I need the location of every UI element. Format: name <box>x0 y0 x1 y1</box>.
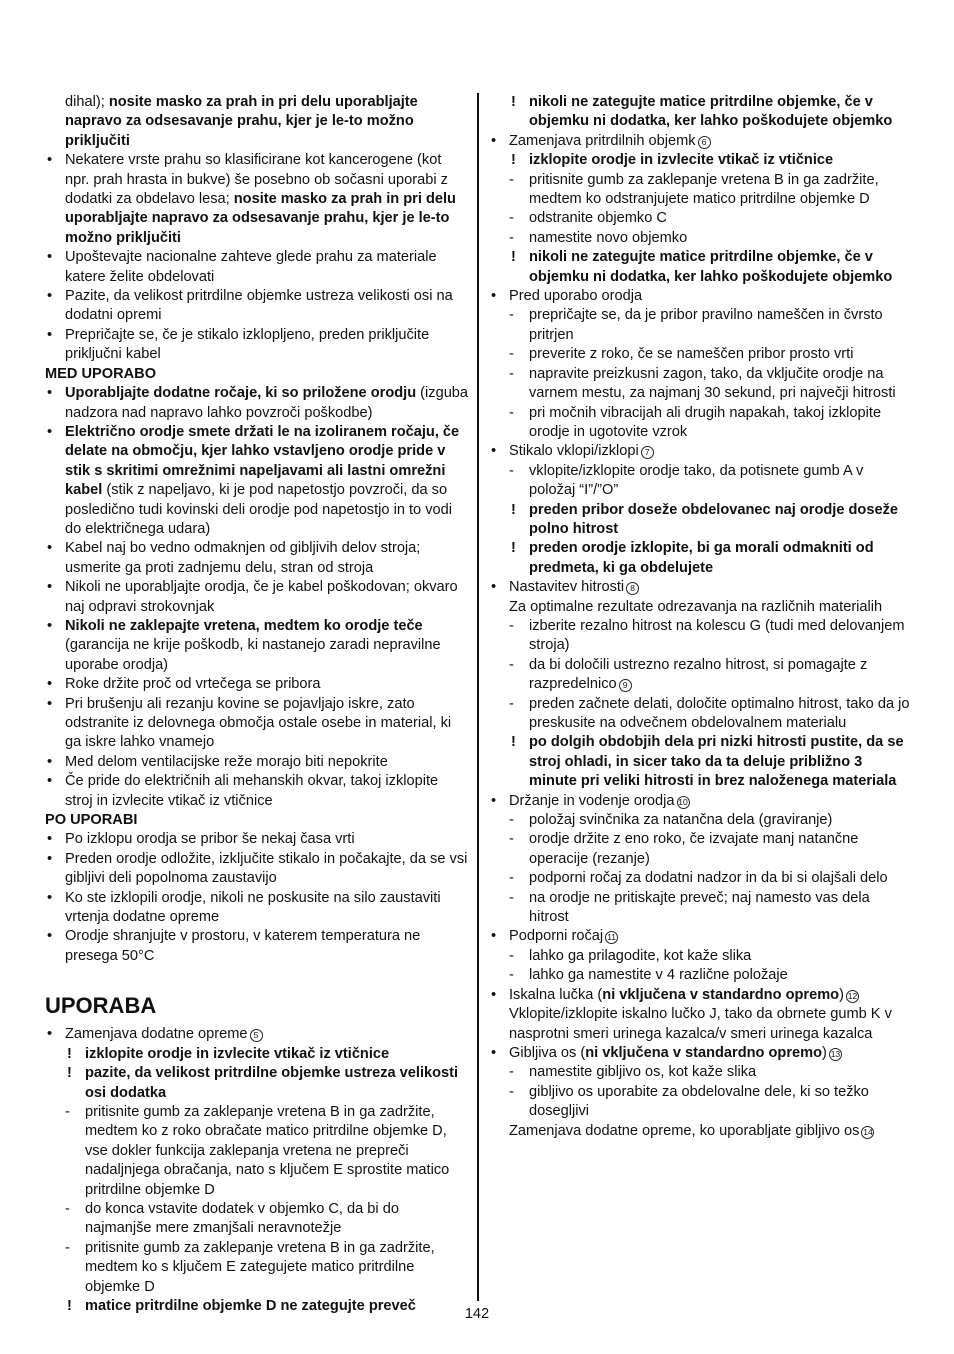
text: Roke držite proč od vrtečega se pribora <box>65 676 321 693</box>
warning-item <box>489 501 913 540</box>
text: (izguba nadzora nad napravo lahko povzroči poškodbe) <box>65 385 469 421</box>
bullet-item <box>45 151 469 248</box>
sub-item <box>489 656 913 695</box>
text: Orodje shranjujte v prostoru, v katerem temperatura ne presega 50°C <box>65 928 421 964</box>
bullet-item <box>489 578 913 597</box>
bold-text: ni vključena v standardno opremo <box>602 986 840 1003</box>
text: na orodje ne pritiskajte preveč; naj namesto vas dela hitrost <box>529 889 870 926</box>
text: Držanje in vodenje orodja <box>509 792 675 809</box>
bullet-item <box>45 772 469 811</box>
text: izberite rezalno hitrost na kolescu G (tudi med delovanjem stroja) <box>529 617 905 654</box>
text: Zamenjava dodatne opreme, ko uporabljate gibljivo os <box>509 1122 860 1139</box>
bold-text: ni vključena v standardno opremo <box>585 1044 823 1061</box>
section-heading <box>45 811 469 830</box>
bullet-item <box>45 617 469 675</box>
warning-item <box>489 539 913 578</box>
bullet-item <box>489 792 913 811</box>
sub-item <box>489 404 913 443</box>
text: Pred uporabo orodja <box>509 288 643 305</box>
bold-text: matice pritrdilne objemke D ne zategujte preveč <box>85 1297 416 1314</box>
section-heading <box>45 365 469 384</box>
text: Prepričajte se, če je stikalo izklopljeno, preden priključite priključni kabel <box>65 326 430 363</box>
figure-reference-number: 14 <box>863 1126 873 1137</box>
text: Preden orodje odložite, izključite stikalo in počakajte, da se vsi gibljivi deli popolnoma zaustavijo <box>65 850 468 887</box>
figure-reference-number: 5 <box>250 1029 263 1042</box>
warning-item <box>489 248 913 287</box>
figure-reference-number: 9 <box>619 679 632 692</box>
bullet-item <box>45 753 469 772</box>
bullet-item <box>489 287 913 306</box>
text: Po izklopu orodja se pribor še nekaj časa vrti <box>65 831 355 848</box>
right-column <box>489 93 913 1141</box>
text: Pri brušenju ali rezanju kovine se pojavljajo iskre, zato odstranite iz delovnega območja ostale osebe in material, ki ga iskre lahko vnamejo <box>65 695 452 751</box>
figure-reference-number: 6 <box>698 136 711 149</box>
bullet-item <box>45 287 469 326</box>
text: ) <box>839 986 844 1003</box>
bullet-item <box>45 927 469 966</box>
text: prepričajte se, da je pribor pravilno nameščen in čvrsto pritrjen <box>529 307 883 343</box>
text: pri močnih vibracijah ali drugih napakah, takoj izklopite orodje in ugotovite vzrok <box>529 404 882 440</box>
bullet-item <box>45 384 469 423</box>
text: namestite gibljivo os, kot kaže slika <box>529 1064 757 1081</box>
bold-text: nikoli ne zategujte matice pritrdilne objemke, če v objemku ni dodatka, ker lahko poškodujete objemko <box>529 249 893 285</box>
text: Zamenjava pritrdilnih objemk <box>509 132 696 149</box>
text: namestite novo objemko <box>529 229 688 246</box>
bold-text: preden orodje izklopite, bi ga morali odmakniti od predmeta, ki ga obdelujete <box>529 540 874 576</box>
bullet-item <box>45 830 469 849</box>
bullet-item <box>45 248 469 287</box>
text-continuation <box>489 1122 913 1141</box>
text: preverite z roko, če se nameščen pribor prosto vrti <box>529 346 854 363</box>
text: Upoštevajte nacionalne zahteve glede prahu za materiale katere želite obdelovati <box>65 249 437 285</box>
bold-text: pazite, da velikost pritrdilne objemke ustreza velikosti osi dodatka <box>85 1065 459 1101</box>
text: lahko ga prilagodite, kot kaže slika <box>529 947 752 964</box>
bold-text: po dolgih obdobjih dela pri nizki hitrosti pustite, da se stroj ohladi, in sicer tako da ta deluje približno 3 minute pri veliki hitrosti in brez naloženega materiala <box>529 734 904 790</box>
text: podporni ročaj za dodatni nadzor in da bi si olajšali delo <box>529 870 888 887</box>
text: Iskalna lučka ( <box>509 986 603 1003</box>
text: pritisnite gumb za zaklepanje vretena B in ga zadržite, medtem ko s ključem E zategujete matico pritrdilne objemke D <box>85 1239 435 1295</box>
sub-item <box>489 830 913 869</box>
column-divider <box>477 93 479 1301</box>
figure-reference-number: 12 <box>847 990 858 1001</box>
bold-text: Uporabljajte dodatne ročaje, ki so priložene orodju <box>65 385 417 402</box>
left-column <box>45 93 469 1316</box>
bold-text: nosite masko za prah in pri delu uporabljajte napravo za odsesavanje prahu, kjer je le-to možno priključiti <box>65 191 456 246</box>
text: položaj svinčnika za natančna dela (graviranje) <box>529 812 833 829</box>
bullet-item <box>489 442 913 461</box>
bullet-item <box>45 1025 469 1044</box>
figure-reference-number: 8 <box>626 582 639 595</box>
section-title <box>45 993 469 1019</box>
figure-reference-number: 11 <box>605 931 618 944</box>
bullet-item <box>45 539 469 578</box>
text: Ko ste izklopili orodje, nikoli ne poskusite na silo zaustaviti vrtenja dodatne opreme <box>65 889 441 926</box>
text: Zamenjava dodatne opreme <box>65 1026 248 1043</box>
text: Nastavitev hitrosti <box>509 579 625 596</box>
sub-item <box>489 209 913 228</box>
bullet-item <box>489 132 913 151</box>
text: Gibljiva os ( <box>509 1044 586 1061</box>
sub-item <box>489 947 913 966</box>
text: Podporni ročaj <box>509 928 604 945</box>
bullet-item <box>489 927 913 946</box>
text: orodje držite z eno roko, če izvajate manj natančne operacije (rezanje) <box>529 831 859 867</box>
page-number: 142 <box>464 1306 490 1322</box>
sub-item <box>489 889 913 928</box>
text-continuation <box>489 1005 913 1044</box>
bold-text: preden pribor doseže obdelovanec naj orodje doseže polno hitrost <box>529 501 898 537</box>
text: lahko ga namestite v 4 različne položaje <box>529 967 788 984</box>
text: preden začnete delati, določite optimalno hitrost, tako da jo preskusite na odvečnem obdelovalnem materialu <box>529 695 910 731</box>
bold-text: MED UPORABO <box>45 365 157 382</box>
sub-item <box>489 229 913 248</box>
figure-reference-number: 10 <box>678 796 688 807</box>
bullet-item <box>45 423 469 539</box>
sub-item <box>45 1103 469 1200</box>
sub-item <box>489 345 913 364</box>
text: Stikalo vklopi/izklopi <box>509 443 639 460</box>
bold-text: izklopite orodje in izvlecite vtikač iz vtičnice <box>85 1045 390 1062</box>
bullet-item <box>45 889 469 928</box>
bullet-item <box>45 695 469 753</box>
text: napravite preizkusni zagon, tako, da vključite orodje na varnem mestu, za najmanj 30 sekund, pri največji hitrosti <box>529 365 896 402</box>
sub-item <box>489 869 913 888</box>
text: Kabel naj bo vedno odmaknjen od gibljivih delov stroja; usmerite ga proti zadnjemu delu, stran od stroja <box>65 540 421 576</box>
sub-item <box>489 365 913 404</box>
sub-item <box>489 966 913 985</box>
bold-text: PO UPORABI <box>45 812 138 829</box>
sub-item <box>489 695 913 734</box>
text: vklopite/izklopite orodje tako, da potisnete gumb A v položaj “I”/”O” <box>529 462 864 499</box>
warning-item <box>45 1064 469 1103</box>
bullet-item <box>489 986 913 1005</box>
text: gibljivo os uporabite za obdelovalne dele, ki so težko dosegljivi <box>529 1083 869 1120</box>
text: Za optimalne rezultate odrezavanja na različnih materialih <box>509 598 883 615</box>
bold-text: Električno orodje smete držati le na izoliranem ročaju, če delate na območju, kjer lahko vstavljeno orodje pride v stik s skritimi omrežnimi napeljavami ali lastni omrežni kabel <box>65 423 460 499</box>
bold-text: izklopite orodje in izvlecite vtikač iz vtičnice <box>529 152 834 169</box>
warning-item <box>489 151 913 170</box>
text-continuation <box>45 93 469 151</box>
text: (stik z napeljavo, ki je pod napetostjo povzroči, da so posledično tudi kovinski deli orodje pod napetostjo in to vodi do električnega udara) <box>65 482 452 537</box>
figure-reference-number: 7 <box>641 446 654 459</box>
text: odstranite objemko C <box>529 210 667 227</box>
sub-item <box>489 1083 913 1122</box>
sub-item <box>489 617 913 656</box>
sub-item <box>489 171 913 210</box>
figure-reference-number: 13 <box>830 1048 841 1059</box>
text: Med delom ventilacijske reže morajo biti nepokrite <box>65 753 388 770</box>
sub-item <box>45 1200 469 1239</box>
text: (garancija ne krije poškodb, ki nastanejo zaradi nepravilne uporabe orodja) <box>65 637 441 673</box>
bold-text: UPORABA <box>45 993 157 1019</box>
text: Pazite, da velikost pritrdilne objemke ustreza velikosti osi na dodatni opremi <box>65 288 453 324</box>
bold-text: nikoli ne zategujte matice pritrdilne objemke, če v objemku ni dodatka, ker lahko poškodujete objemko <box>529 94 893 130</box>
sub-item <box>489 306 913 345</box>
bullet-item <box>45 850 469 889</box>
text: da bi določili ustrezno rezalno hitrost, si pomagajte z razpredelnico <box>529 656 868 693</box>
bold-text: Nikoli ne zaklepajte vretena, medtem ko orodje teče <box>65 617 423 634</box>
text: Če pride do električnih ali mehanskih okvar, takoj izklopite stroj in izvlecite vtikač iz vtičnice <box>65 773 439 809</box>
bullet-item <box>45 326 469 365</box>
bullet-item <box>45 578 469 617</box>
text: Nikoli ne uporabljajte orodja, če je kabel poškodovan; okvaro naj odpravi strokovnjak <box>65 579 458 615</box>
text: pritisnite gumb za zaklepanje vretena B in ga zadržite, medtem ko odstranjujete matico pritrdilne objemke D <box>529 171 879 208</box>
bullet-item <box>45 675 469 694</box>
warning-item <box>489 733 913 791</box>
sub-item <box>45 1239 469 1297</box>
warning-item <box>489 93 913 132</box>
sub-item <box>489 462 913 501</box>
bullet-item <box>489 1044 913 1063</box>
bold-text: nosite masko za prah in pri delu uporabljajte napravo za odsesavanje prahu, kjer je le-to možno priključiti <box>65 94 418 149</box>
text-continuation <box>489 598 913 617</box>
text: pritisnite gumb za zaklepanje vretena B in ga zadržite, medtem ko z roko obračate matico pritrdilne objemke D, vse dokler funkcija zaklepanja vretena ne prepreči nadaljnjega obračanja, nato s ključem E sprostite matico pritrdilne objemke D <box>85 1103 450 1198</box>
text: Nekatere vrste prahu so klasificirane kot kancerogene (kot npr. prah hrasta in bukve) še posebno ob sočasni uporabi z dodatki za obdelavo lesa; <box>65 152 448 208</box>
text: dihal); <box>65 94 109 110</box>
sub-item <box>489 811 913 830</box>
text: Vklopite/izklopite iskalno lučko J, tako da obrnete gumb K v nasprotni smeri urinega kazalca/v smeri urinega kazalca <box>509 1006 892 1042</box>
text: ) <box>822 1044 827 1061</box>
text: do konca vstavite dodatek v objemko C, da bi do najmanjše mere zmanjšali neravnotežje <box>85 1200 399 1237</box>
warning-item <box>45 1045 469 1064</box>
sub-item <box>489 1063 913 1082</box>
